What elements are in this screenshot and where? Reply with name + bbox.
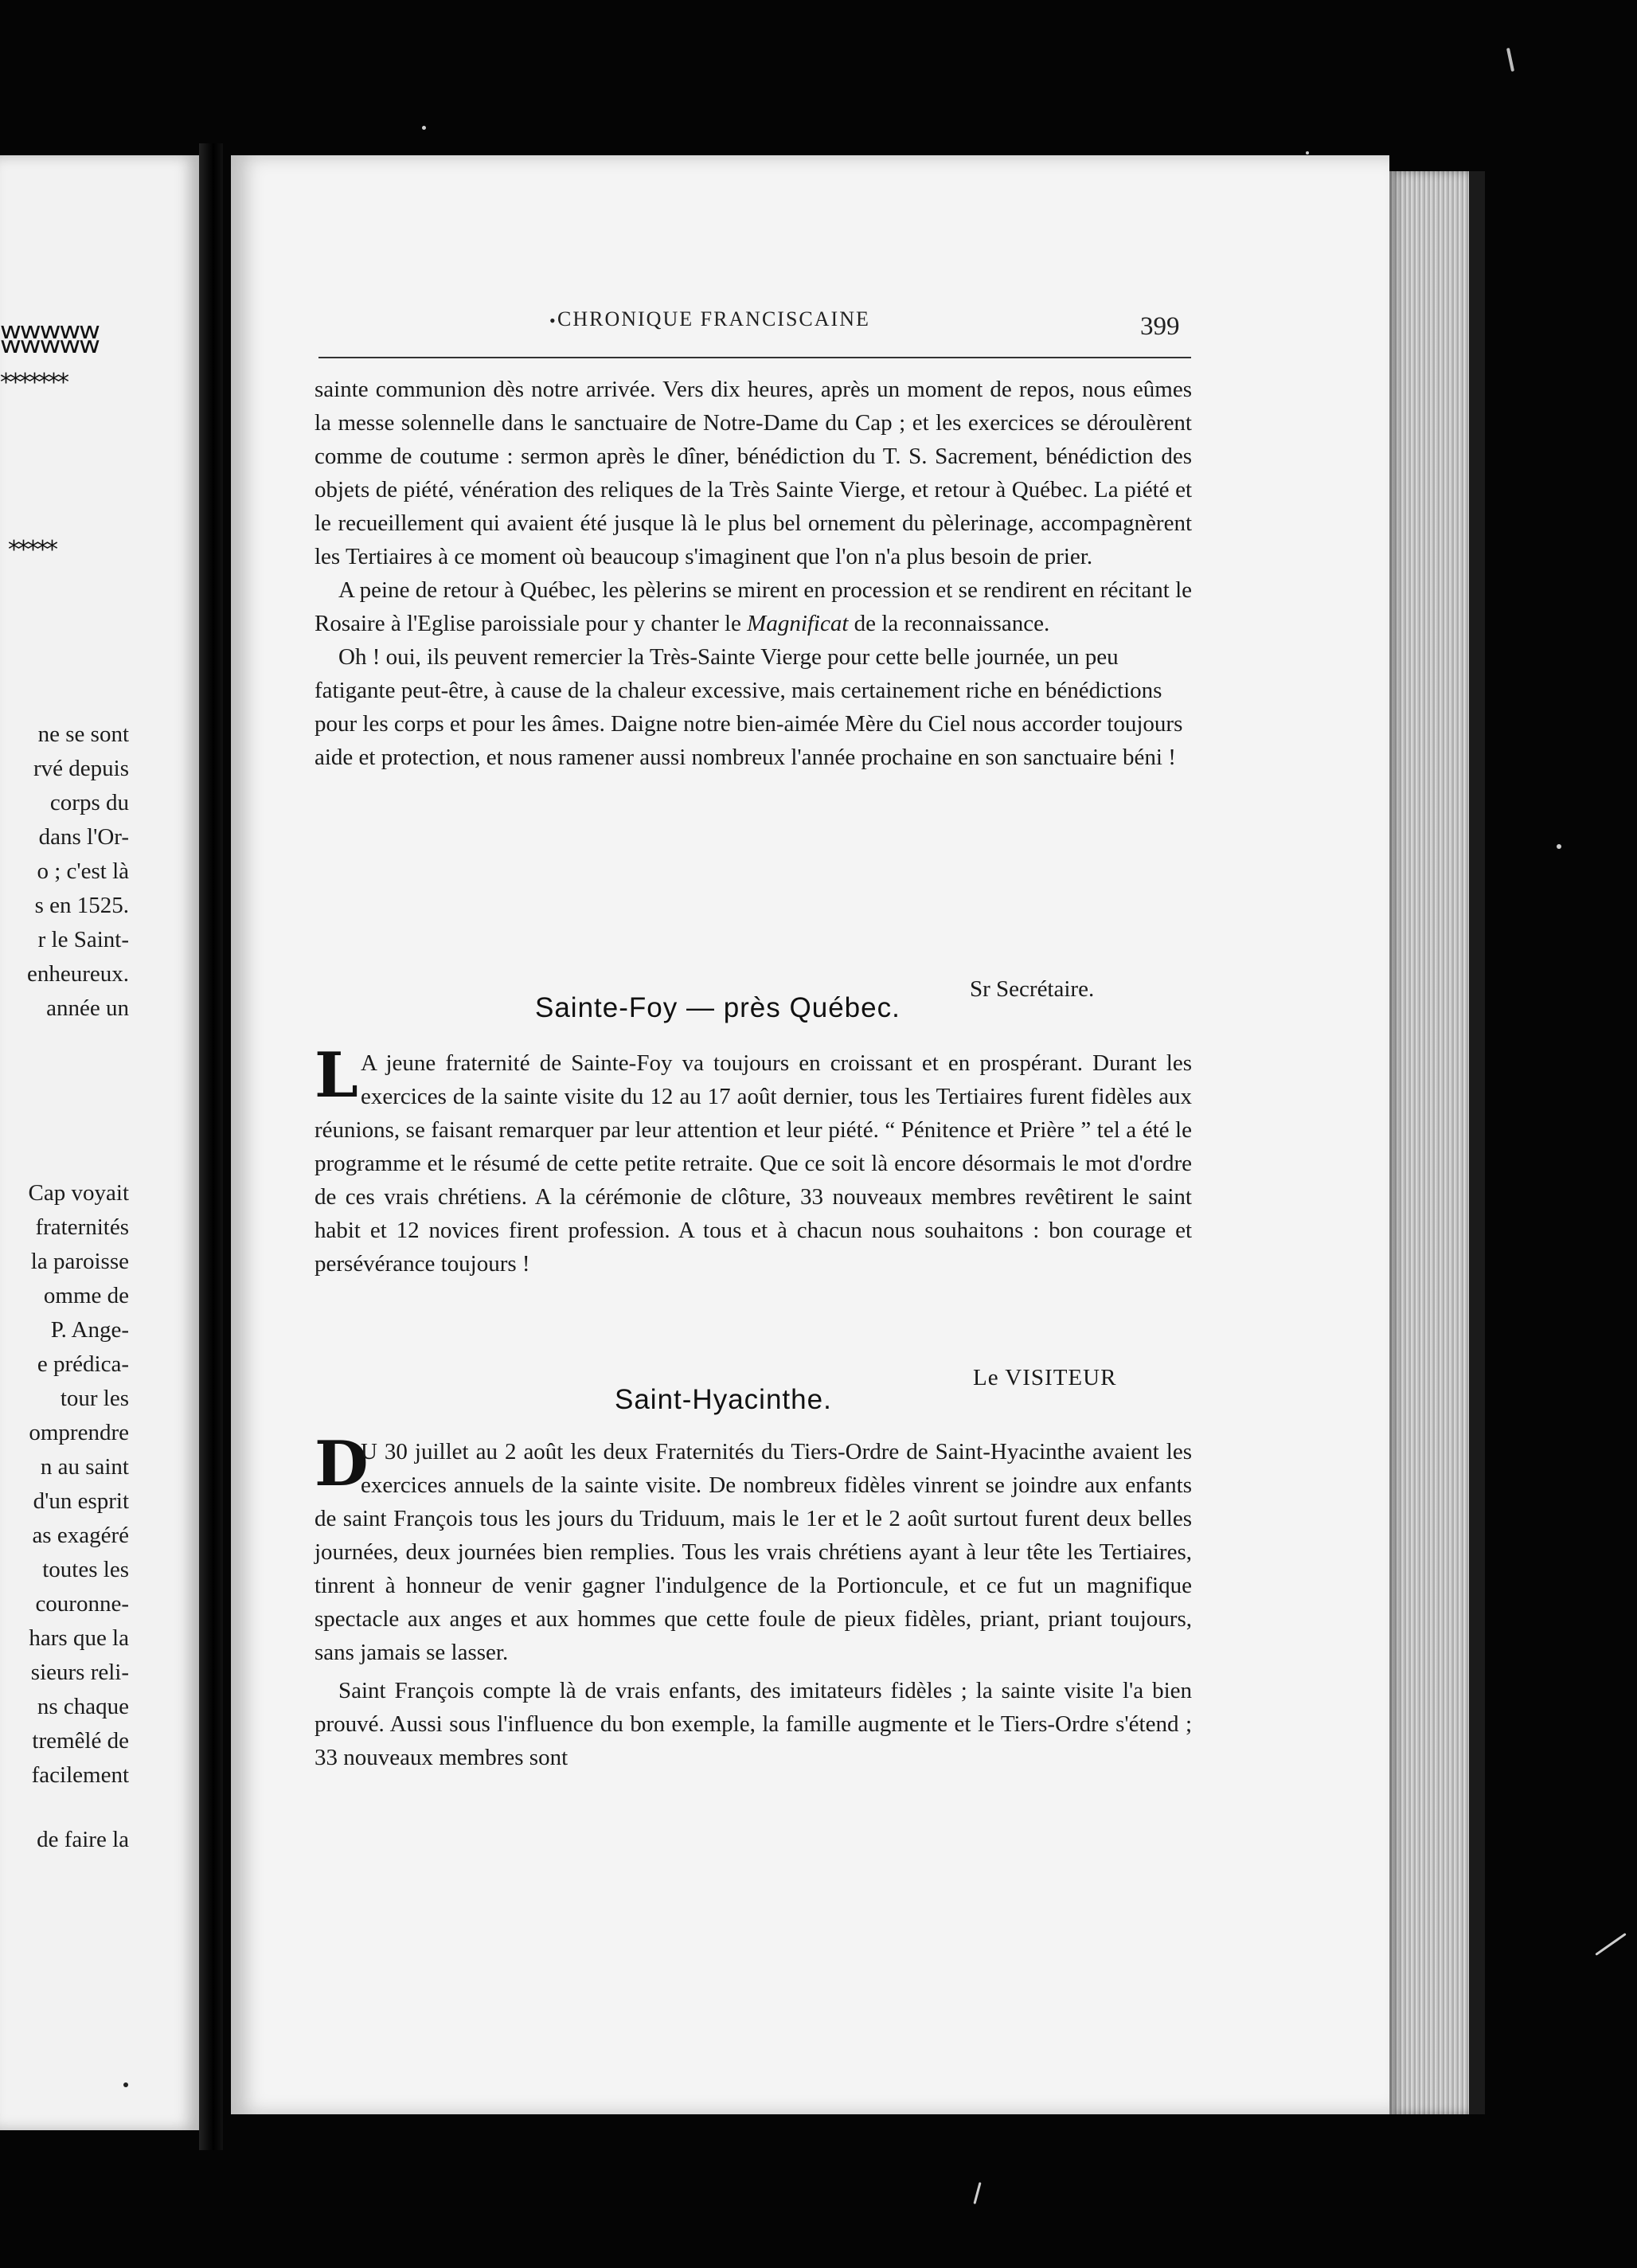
paragraph: Oh ! oui, ils peuvent remercier la Très-Sainte Vierge pour cette belle journée, un peu fatigante peut-être, à cause de la chaleur excessive, mais certainement riche en bénédictions pour les corps et pour les âmes. Daigne notre bien-aimée Mère du Ciel nous accorder toujours aide et protection, et nous ramener aussi nombreux l'année prochaine en son sanctuaire béni ! bbox=[315, 644, 1183, 770]
ink-speck bbox=[123, 2082, 128, 2087]
text-line: année un bbox=[46, 995, 129, 1021]
header-rule bbox=[318, 357, 1191, 358]
section-text bbox=[315, 1428, 1192, 1774]
paragraph: L A jeune fraternité de Sainte-Foy va toujours en croissant et en prospérant. Durant les exercices de la sainte visite du 12 au 17 août dernier, tous les Tertiaires furent fidèles aux réunions, se faisant remarquer par leur attention et leur piété. “ Pénitence et Prière ” tel a été le programme et le résumé de cette petite retraite. Que ce soit là encore désormais le mot d'ordre de ces vrais chrétiens. A la cérémonie de clôture, 33 nouveaux membres revêtirent le saint habit et 12 novices firent profession. A tous et à chacun nous souhaitons : bon courage et persévérance toujours ! bbox=[315, 1039, 1192, 1277]
book-gutter bbox=[199, 143, 223, 2150]
paragraph: D U 30 juillet au 2 août les deux Fraternités du Tiers-Ordre de Saint-Hyacinthe avaient les exercices annuels de la sainte visite. De nombreux fidèles vinrent se joindre aux enfants de saint François tous les jours du Triduum, mais le 1er et le 2 août surtout furent deux belles journées, deux journées bien remplies. Tous les vrais chrétiens ayant à leur tête les Tertiaires, tinrent à honneur de venir gagner l'indulgence de la Portioncule, et ce fut un magnifique spectacle aux anges et aux hommes que cette foule de pieux fidèles, priant, priant toujours, sans jamais se lasser. bbox=[315, 1428, 1192, 1665]
text-line: tremêlé de bbox=[32, 1728, 129, 1754]
text-line: e prédica- bbox=[37, 1351, 129, 1377]
dust-speck bbox=[973, 2182, 981, 2204]
dust-speck bbox=[422, 126, 426, 130]
drop-cap: L bbox=[315, 1039, 358, 1112]
text-line: de faire la bbox=[37, 1827, 129, 1852]
dust-speck bbox=[1306, 151, 1309, 154]
text-line: d'un esprit bbox=[33, 1488, 129, 1514]
ornament-border: ʬʬʬʬʬ bbox=[0, 315, 99, 362]
text-line: P. Ange- bbox=[50, 1317, 129, 1343]
text-line: o ; c'est là bbox=[37, 858, 129, 884]
text-line: toutes les bbox=[42, 1557, 129, 1582]
text-line: omprendre bbox=[29, 1420, 129, 1445]
signature: Sr Secrétaire. bbox=[970, 976, 1095, 1002]
text-line: corps du bbox=[49, 790, 129, 815]
ornament-stars: ***** bbox=[8, 536, 56, 564]
text-line: s en 1525. bbox=[34, 893, 129, 918]
text-line: sieurs reli- bbox=[30, 1660, 129, 1685]
signature: Le VISITEUR bbox=[973, 1365, 1117, 1390]
section-title: Sainte-Foy — près Québec. bbox=[535, 992, 901, 1023]
text-line: as exagéré bbox=[32, 1523, 129, 1548]
dust-speck bbox=[1506, 48, 1514, 72]
header-mark: • bbox=[549, 311, 556, 330]
text-line: n au saint bbox=[40, 1454, 129, 1480]
text-line: omme de bbox=[43, 1283, 129, 1308]
book-cover-edge bbox=[1469, 171, 1485, 2114]
text-line: ne se sont bbox=[37, 721, 129, 747]
text-line: hars que la bbox=[29, 1625, 129, 1651]
left-page bbox=[0, 155, 199, 2130]
drop-cap: D bbox=[315, 1428, 369, 1500]
text-line: facilement bbox=[31, 1762, 129, 1788]
text-line: tour les bbox=[60, 1386, 129, 1411]
section-title: Saint-Hyacinthe. bbox=[615, 1384, 832, 1415]
text-line: dans l'Or- bbox=[38, 824, 129, 850]
text-line: fraternités bbox=[35, 1214, 129, 1240]
section-text bbox=[315, 1039, 1192, 1281]
text-line: ns chaque bbox=[37, 1694, 129, 1719]
dust-speck bbox=[1557, 844, 1561, 849]
paragraph: sainte communion dès notre arrivée. Vers dix heures, après un moment de repos, nous eûmes la messe solennelle dans le sanctuaire de Notre-Dame du Cap ; et les exercices se déroulèrent comme de coutume : sermon après le dîner, bénédiction du T. S. Sacrement, bénédiction des objets de piété, vénération des reliques de la Très Sainte Vierge, et retour à Québec. La piété et le recueillement qui avaient été jusque là le plus bel ornement du pèlerinage, accompagnèrent les Tertiaires à ce moment où beaucoup s'imaginent que l'on n'a plus besoin de prier. bbox=[315, 377, 1192, 569]
intro-text bbox=[315, 373, 1192, 774]
text-line: r le Saint- bbox=[37, 927, 129, 952]
dust-speck bbox=[1595, 1933, 1626, 1956]
ornament-stars: ******* bbox=[0, 369, 67, 397]
page-edges bbox=[1389, 171, 1469, 2114]
paragraph: A peine de retour à Québec, les pèlerins se mirent en procession et se rendirent en récitant le Rosaire à l'Eglise paroissiale pour y chanter le Magnificat de la reconnaissance. bbox=[315, 577, 1192, 636]
running-title: CHRONIQUE FRANCISCAINE bbox=[557, 307, 870, 330]
text-line: la paroisse bbox=[30, 1249, 129, 1274]
text-line: rvé depuis bbox=[33, 756, 129, 781]
paragraph: Saint François compte là de vrais enfants, des imitateurs fidèles ; la sainte visite l'a bien prouvé. Aussi sous l'influence du bon exemple, la famille augmente et le Tiers-Ordre s'étend ; 33 nouveaux membres sont bbox=[315, 1678, 1192, 1770]
text-line: Cap voyait bbox=[28, 1180, 129, 1206]
italic-word: Magnificat bbox=[747, 611, 849, 636]
page-number: 399 bbox=[1140, 312, 1180, 341]
text-line: enheureux. bbox=[26, 961, 129, 987]
text-line: couronne- bbox=[35, 1591, 129, 1617]
